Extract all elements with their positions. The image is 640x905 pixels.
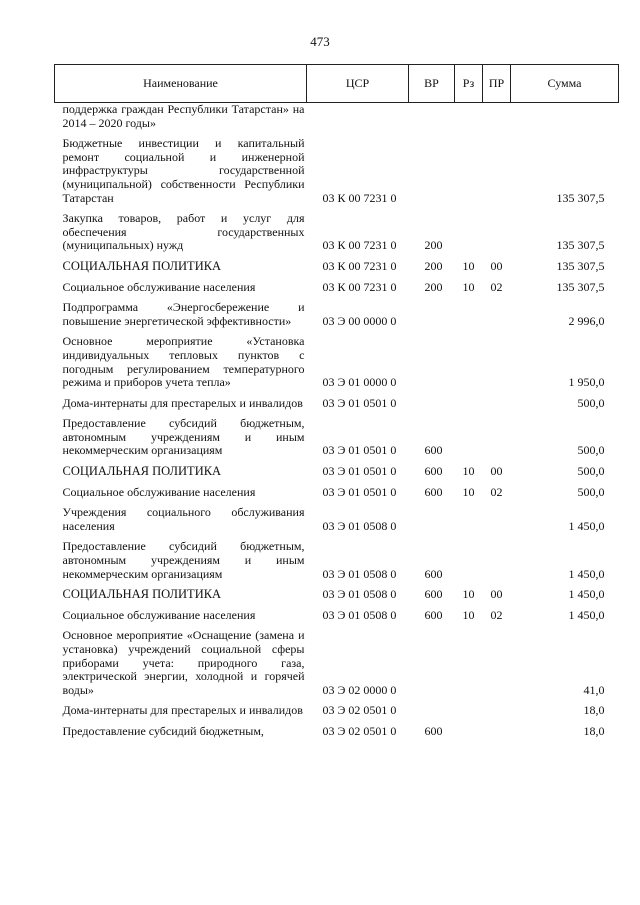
budget-table-grid	[54, 64, 619, 739]
row-pr: 02	[490, 607, 503, 622]
table-row	[55, 397, 619, 411]
row-sum: 500,0	[577, 443, 605, 458]
table-row	[55, 417, 619, 458]
row-rz	[455, 335, 483, 389]
row-csr: 03 Э 01 0508 0	[322, 566, 397, 581]
row-name: Основное мероприятие «Установка индивидуальных тепловых пунктов с погодным регулированием температурного режима и приборов учета тепла»	[62, 334, 305, 390]
row-csr: 03 Э 01 0501 0	[322, 464, 397, 479]
row-csr	[307, 103, 409, 131]
row-pr: 00	[490, 464, 503, 479]
row-rz: 10	[462, 279, 475, 294]
table-row	[55, 725, 619, 739]
header-name: Наименование	[55, 65, 307, 103]
row-vr	[409, 629, 455, 697]
table-row	[55, 540, 619, 581]
row-rz	[455, 540, 483, 581]
row-csr: 03 К 00 7231 0	[322, 238, 397, 253]
row-name: Дома-интернаты для престарелых и инвалидов	[62, 395, 303, 410]
row-pr	[483, 725, 511, 739]
row-sum: 135 307,5	[556, 190, 605, 205]
row-pr	[483, 335, 511, 389]
row-pr	[483, 417, 511, 458]
row-pr: 02	[490, 484, 503, 499]
row-vr: 200	[424, 279, 443, 294]
row-name: СОЦИАЛЬНАЯ ПОЛИТИКА	[62, 587, 222, 602]
row-rz	[455, 629, 483, 697]
row-sum: 18,0	[583, 723, 605, 738]
row-rz: 10	[462, 607, 475, 622]
row-csr: 03 Э 01 0501 0	[322, 443, 397, 458]
row-csr: 03 Э 02 0501 0	[322, 723, 397, 738]
row-rz	[455, 212, 483, 253]
row-vr	[409, 301, 455, 328]
row-vr: 200	[424, 238, 443, 253]
table-row	[55, 301, 619, 328]
row-sum: 41,0	[583, 682, 605, 697]
row-pr	[483, 704, 511, 718]
table-row	[55, 588, 619, 602]
row-rz: 10	[462, 587, 475, 602]
row-rz	[455, 397, 483, 411]
row-sum: 500,0	[577, 484, 605, 499]
row-vr	[409, 704, 455, 718]
row-name: Социальное обслуживание населения	[62, 279, 256, 294]
row-csr: 03 Э 01 0508 0	[322, 607, 397, 622]
row-rz: 10	[462, 464, 475, 479]
budget-table	[54, 64, 618, 739]
row-rz	[455, 137, 483, 205]
row-csr: 03 Э 01 0501 0	[322, 395, 397, 410]
row-pr	[483, 629, 511, 697]
row-csr: 03 К 00 7231 0	[322, 190, 397, 205]
table-row	[55, 486, 619, 500]
row-rz	[455, 417, 483, 458]
row-vr: 600	[424, 723, 443, 738]
row-pr	[483, 540, 511, 581]
row-name: Дома-интернаты для престарелых и инвалидов	[62, 703, 303, 718]
row-name: Закупка товаров, работ и услуг для обеспечения государственных (муниципальных) нужд	[62, 211, 305, 253]
row-sum: 18,0	[583, 703, 605, 718]
row-rz	[455, 301, 483, 328]
table-row	[55, 506, 619, 533]
row-csr: 03 Э 01 0508 0	[322, 587, 397, 602]
row-csr: 03 Э 01 0501 0	[322, 484, 397, 499]
header-vr: ВР	[409, 65, 455, 103]
row-vr: 600	[424, 484, 443, 499]
table-row	[55, 103, 619, 131]
header-rz: Рз	[455, 65, 483, 103]
page-number: 473	[310, 34, 330, 49]
table-row	[55, 629, 619, 697]
row-vr	[409, 506, 455, 533]
row-pr	[483, 301, 511, 328]
row-csr: 03 К 00 7231 0	[322, 279, 397, 294]
table-row	[55, 260, 619, 274]
row-rz	[455, 725, 483, 739]
table-row	[55, 212, 619, 253]
row-pr	[483, 212, 511, 253]
row-rz	[455, 704, 483, 718]
row-name: Социальное обслуживание населения	[62, 607, 256, 622]
row-sum: 1 450,0	[568, 607, 605, 622]
row-pr: 02	[490, 279, 503, 294]
row-name: Предоставление субсидий бюджетным,	[62, 723, 264, 738]
row-rz: 10	[462, 484, 475, 499]
table-row	[55, 335, 619, 389]
row-rz	[455, 506, 483, 533]
row-sum: 1 950,0	[568, 375, 605, 390]
row-name: Подпрограмма «Энергосбережение и повышение энергетической эффективности»	[62, 300, 305, 328]
row-sum: 500,0	[577, 464, 605, 479]
row-sum: 135 307,5	[556, 258, 605, 273]
row-vr	[409, 137, 455, 205]
row-name: СОЦИАЛЬНАЯ ПОЛИТИКА	[62, 464, 222, 479]
row-sum: 1 450,0	[568, 587, 605, 602]
row-pr	[483, 506, 511, 533]
table-header-row	[55, 65, 619, 103]
header-sum: Сумма	[511, 65, 619, 103]
row-pr	[483, 137, 511, 205]
row-vr	[409, 397, 455, 411]
row-csr: 03 К 00 7231 0	[322, 258, 397, 273]
row-name: Социальное обслуживание населения	[62, 484, 256, 499]
row-sum: 1 450,0	[568, 566, 605, 581]
header-csr: ЦСР	[307, 65, 409, 103]
row-name: Предоставление субсидий бюджетным, автономным учреждениям и иным некоммерческим организациям	[62, 539, 305, 581]
row-sum: 500,0	[577, 395, 605, 410]
header-pr: ПР	[483, 65, 511, 103]
row-rz	[455, 103, 483, 131]
row-name: Учреждения социального обслуживания населения	[62, 505, 305, 533]
row-sum: 135 307,5	[556, 279, 605, 294]
row-rz: 10	[462, 258, 475, 273]
table-row	[55, 137, 619, 205]
table-row	[55, 465, 619, 479]
row-pr: 00	[490, 587, 503, 602]
table-row	[55, 609, 619, 623]
row-vr: 200	[424, 258, 443, 273]
row-vr: 600	[424, 587, 443, 602]
row-pr: 00	[490, 258, 503, 273]
table-row	[55, 281, 619, 295]
row-vr: 600	[424, 566, 443, 581]
row-name: СОЦИАЛЬНАЯ ПОЛИТИКА	[62, 258, 222, 273]
row-pr	[483, 397, 511, 411]
row-sum	[511, 103, 619, 131]
row-csr: 03 Э 01 0508 0	[322, 518, 397, 533]
row-csr: 03 Э 02 0000 0	[322, 682, 397, 697]
row-vr: 600	[424, 443, 443, 458]
row-csr: 03 Э 01 0000 0	[322, 375, 397, 390]
row-vr: 600	[424, 607, 443, 622]
row-name: Основное мероприятие «Оснащение (замена и установка) учреждений социальной сферы приборами учета: природного газа, электрической энергии, холодной и горячей воды»	[62, 628, 305, 697]
row-csr: 03 Э 02 0501 0	[322, 703, 397, 718]
table-body	[55, 103, 619, 739]
table-row	[55, 704, 619, 718]
row-pr	[483, 103, 511, 131]
row-vr	[409, 103, 455, 131]
row-name: Предоставление субсидий бюджетным, автономным учреждениям и иным некоммерческим организациям	[62, 416, 305, 458]
row-vr	[409, 335, 455, 389]
row-vr: 600	[424, 464, 443, 479]
row-name: поддержка граждан Республики Татарстан» на 2014 – 2020 годы»	[62, 102, 305, 130]
row-name: Бюджетные инвестиции и капитальный ремонт социальной и инженерной инфраструктуры государственной (муниципальной) собственности Республики Татарстан	[62, 136, 305, 205]
row-csr: 03 Э 00 0000 0	[322, 313, 397, 328]
row-sum: 1 450,0	[568, 518, 605, 533]
row-sum: 135 307,5	[556, 238, 605, 253]
row-sum: 2 996,0	[568, 313, 605, 328]
